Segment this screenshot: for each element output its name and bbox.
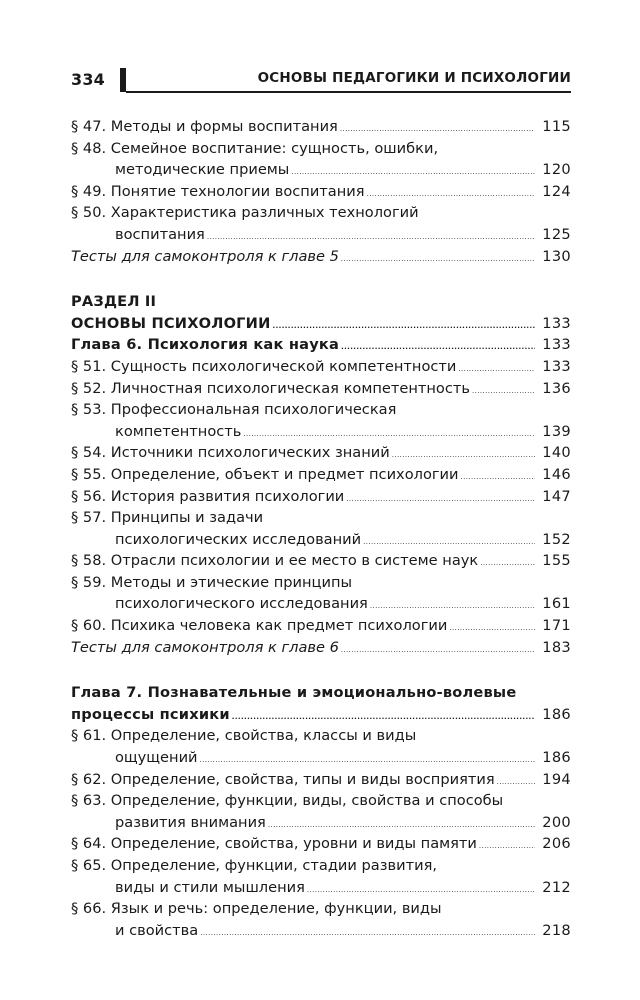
- toc-entry-52: [71, 378, 571, 400]
- toc-entry-title-cont: психологического исследования .....: [115, 593, 535, 618]
- toc-entry-47: [71, 116, 571, 138]
- toc-entry-title: § 62. Определение, свойства, типы и виды восприятия .....: [71, 769, 535, 794]
- chapter-title-cont: процессы психики .....: [71, 704, 535, 729]
- toc-page-number: 124: [540, 181, 571, 203]
- toc-entry-60: [71, 615, 571, 637]
- toc-entry-53: [71, 399, 571, 421]
- header-rule: [126, 91, 571, 93]
- toc-entry-title: § 54. Источники психологических знаний .....: [71, 442, 535, 467]
- toc-entry-65: [71, 855, 571, 877]
- toc-entry-50: [71, 202, 571, 224]
- table-of-contents: [71, 116, 571, 941]
- chapter-title: Глава 7. Познавательные и эмоционально-волевые: [71, 684, 517, 702]
- toc-page-number: 125: [540, 224, 571, 246]
- toc-page-number: 140: [540, 442, 571, 464]
- toc-entry-53-cont: [71, 421, 571, 443]
- toc-entry-title-cont: психологических исследований .....: [115, 529, 535, 554]
- running-title: ОСНОВЫ ПЕДАГОГИКИ И ПСИХОЛОГИИ: [257, 70, 571, 86]
- toc-entry-59: [71, 572, 571, 594]
- toc-tests-ch6: [71, 637, 571, 659]
- toc-entry-title: § 58. Отрасли психологии и ее место в системе наук .....: [71, 550, 535, 575]
- toc-entry-title: § 57. Принципы и задачи: [71, 509, 264, 527]
- toc-page-number: 155: [540, 550, 571, 572]
- toc-page-number: 146: [540, 464, 571, 486]
- toc-entry-title: § 60. Психика человека как предмет психологии .....: [71, 615, 535, 640]
- toc-page-number: 120: [540, 159, 571, 181]
- toc-entry-62: [71, 769, 571, 791]
- toc-page-number: 186: [540, 704, 571, 726]
- toc-entry-title: § 59. Методы и этические принципы: [71, 573, 353, 591]
- toc-entry-title: § 50. Характеристика различных технологий: [71, 204, 419, 222]
- toc-entry-title-cont: ощущений .....: [115, 747, 535, 772]
- toc-entry-title-cont: методические приемы .....: [115, 159, 535, 184]
- toc-tests-ch5: [71, 246, 571, 268]
- toc-entry-56: [71, 486, 571, 508]
- toc-entry-61-cont: [71, 747, 571, 769]
- toc-entry-51: [71, 356, 571, 378]
- toc-page-number: 206: [540, 833, 571, 855]
- toc-page-number: 130: [540, 246, 571, 268]
- toc-entry-title: Тесты для самоконтроля к главе 5 .....: [71, 246, 535, 271]
- toc-entry-title: § 49. Понятие технологии воспитания .....: [71, 181, 535, 206]
- toc-page-number: 136: [540, 378, 571, 400]
- toc-page-number: 139: [540, 421, 571, 443]
- toc-entry-63-cont: [71, 812, 571, 834]
- toc-chapter-7: [71, 682, 571, 704]
- toc-entry-title: § 64. Определение, свойства, уровни и виды памяти .....: [71, 833, 535, 858]
- page-header: [71, 60, 571, 94]
- section-title: ОСНОВЫ ПСИХОЛОГИИ .....: [71, 313, 535, 338]
- toc-entry-title: § 65. Определение, функции, стадии развития,: [71, 857, 437, 874]
- toc-page-number: 147: [540, 486, 571, 508]
- chapter-title: Глава 6. Психология как наука .....: [71, 334, 535, 359]
- toc-chapter-6: [71, 334, 571, 356]
- toc-entry-65-cont: [71, 877, 571, 899]
- toc-page-number: 183: [540, 637, 571, 659]
- toc-entry-64: [71, 833, 571, 855]
- toc-page-number: 133: [540, 334, 571, 356]
- toc-entry-58: [71, 550, 571, 572]
- toc-entry-title-cont: компетентность .....: [115, 421, 535, 446]
- toc-page-number: 133: [540, 356, 571, 378]
- toc-entry-63: [71, 790, 571, 812]
- toc-page-number: 171: [540, 615, 571, 637]
- toc-entry-66-cont: [71, 920, 571, 942]
- toc-entry-title: § 63. Определение, функции, виды, свойства и способы: [71, 792, 504, 810]
- toc-entry-title-cont: и свойства .....: [115, 920, 535, 945]
- toc-section-2-title: [71, 313, 571, 335]
- toc-entry-title-cont: виды и стили мышления .....: [115, 877, 535, 902]
- toc-page-number: 212: [540, 877, 571, 899]
- toc-entry-title: Тесты для самоконтроля к главе 6 .....: [71, 637, 535, 662]
- toc-entry-title-cont: воспитания .....: [115, 224, 535, 249]
- toc-entry-49: [71, 181, 571, 203]
- toc-page-number: 115: [540, 116, 571, 138]
- toc-entry-title: § 52. Личностная психологическая компетентность .....: [71, 378, 535, 403]
- toc-page-number: 133: [540, 313, 571, 335]
- toc-section-2: [71, 291, 571, 313]
- toc-page-number: 186: [540, 747, 571, 769]
- section-label: РАЗДЕЛ II: [71, 293, 157, 311]
- toc-entry-title: § 56. История развития психологии .....: [71, 486, 535, 511]
- toc-entry-57-cont: [71, 529, 571, 551]
- toc-entry-title: § 66. Язык и речь: определение, функции, виды: [71, 900, 442, 918]
- toc-entry-66: [71, 898, 571, 920]
- toc-page-number: 200: [540, 812, 571, 834]
- toc-entry-title: § 61. Определение, свойства, классы и виды: [71, 727, 417, 745]
- toc-page-number: 194: [540, 769, 571, 791]
- toc-entry-title: § 48. Семейное воспитание: сущность, ошибки,: [71, 139, 439, 157]
- toc-entry-55: [71, 464, 571, 486]
- toc-chapter-7-cont: [71, 704, 571, 726]
- toc-page-number: 152: [540, 529, 571, 551]
- toc-entry-title-cont: развития внимания .....: [115, 812, 535, 837]
- toc-entry-50-cont: [71, 224, 571, 246]
- toc-entry-title: § 53. Профессиональная психологическая: [71, 401, 397, 419]
- toc-entry-48-cont: [71, 159, 571, 181]
- toc-entry-title: § 55. Определение, объект и предмет психологии .....: [71, 464, 535, 489]
- toc-page-number: 161: [540, 593, 571, 615]
- toc-entry-title: § 47. Методы и формы воспитания .....: [71, 116, 535, 141]
- toc-page-number: 218: [540, 920, 571, 942]
- header-bar: [120, 68, 126, 92]
- page-number: 334: [71, 70, 105, 89]
- toc-entry-61: [71, 725, 571, 747]
- toc-entry-57: [71, 507, 571, 529]
- toc-entry-title: § 51. Сущность психологической компетентности .....: [71, 356, 535, 381]
- toc-entry-54: [71, 442, 571, 464]
- toc-entry-59-cont: [71, 593, 571, 615]
- toc-entry-48: [71, 138, 571, 160]
